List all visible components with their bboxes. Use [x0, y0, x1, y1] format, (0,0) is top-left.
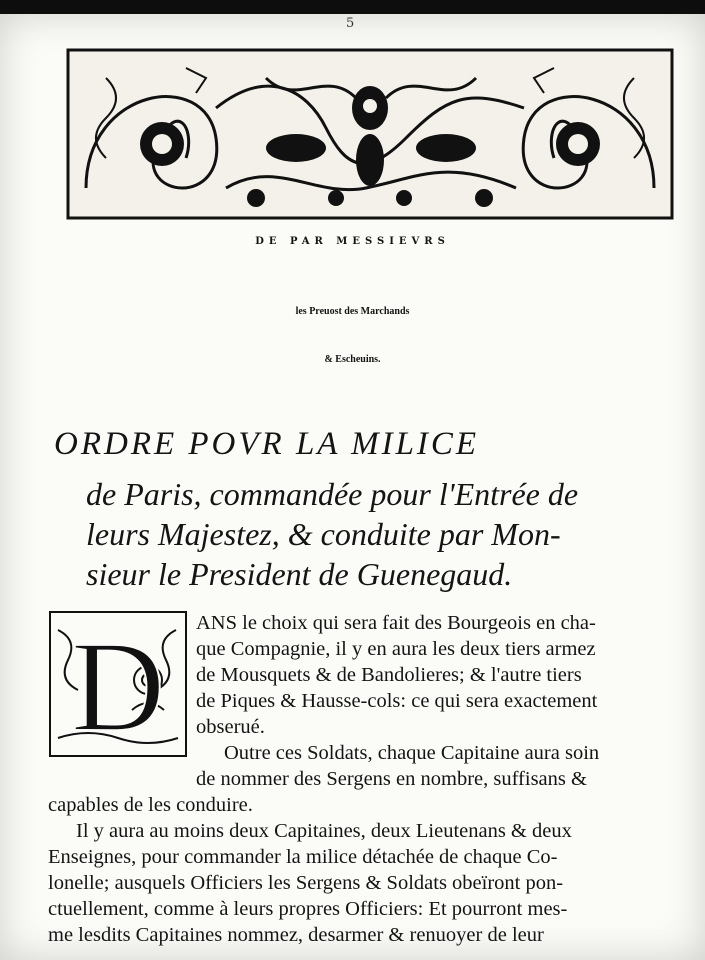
heading-line-2: les Preuost des Marchands: [295, 306, 410, 317]
body-line: obserué.: [196, 716, 265, 738]
body-line: me lesdits Capitaines nommez, desarmer & renuoyer de leur: [48, 924, 544, 946]
body-line: lonelle; ausquels Officiers les Sergens & Soldats obeïront pon-: [48, 872, 564, 894]
body-line: de Mousquets & de Bandolieres; & l'autre tiers: [196, 664, 582, 686]
subtitle-line-1: ORDRE POVR LA MILICE: [54, 426, 480, 462]
subtitle-line-3: leurs Majestez, & conduite par Mon-: [86, 516, 561, 552]
body-line: Outre ces Soldats, chaque Capitaine aura soin: [224, 742, 600, 764]
body-line: ANS le choix qui sera fait des Bourgeois en cha-: [196, 612, 596, 634]
body-line: Enseignes, pour commander la milice détachée de chaque Co-: [48, 846, 558, 868]
subtitle-line-2: de Paris, commandée pour l'Entrée de: [86, 476, 579, 512]
subtitle-line-4: sieur le President de Guenegaud.: [86, 556, 513, 592]
heading-line-3: & Escheuins.: [324, 354, 381, 365]
ornamental-banner: [66, 48, 674, 220]
body-line: de nommer des Sergens en nombre, suffisans &: [196, 768, 587, 790]
body-line: capables de les conduire.: [48, 794, 253, 816]
page-number: 5: [346, 16, 355, 31]
drop-cap-letter: D: [71, 615, 165, 758]
body-line: de Piques & Hausse-cols: ce qui sera exactement: [196, 690, 598, 712]
document-page: [0, 14, 705, 960]
body-line: Il y aura au moins deux Capitaines, deux Lieutenans & deux: [76, 820, 572, 842]
heading-line-1: DE PAR MESSIEVRS: [255, 236, 450, 247]
drop-cap: [48, 610, 188, 758]
body-line: ctuellement, comme à leurs propres Officiers: Et pourront mes-: [48, 898, 568, 920]
body-line: que Compagnie, il y en aura les deux tiers armez: [196, 638, 596, 660]
